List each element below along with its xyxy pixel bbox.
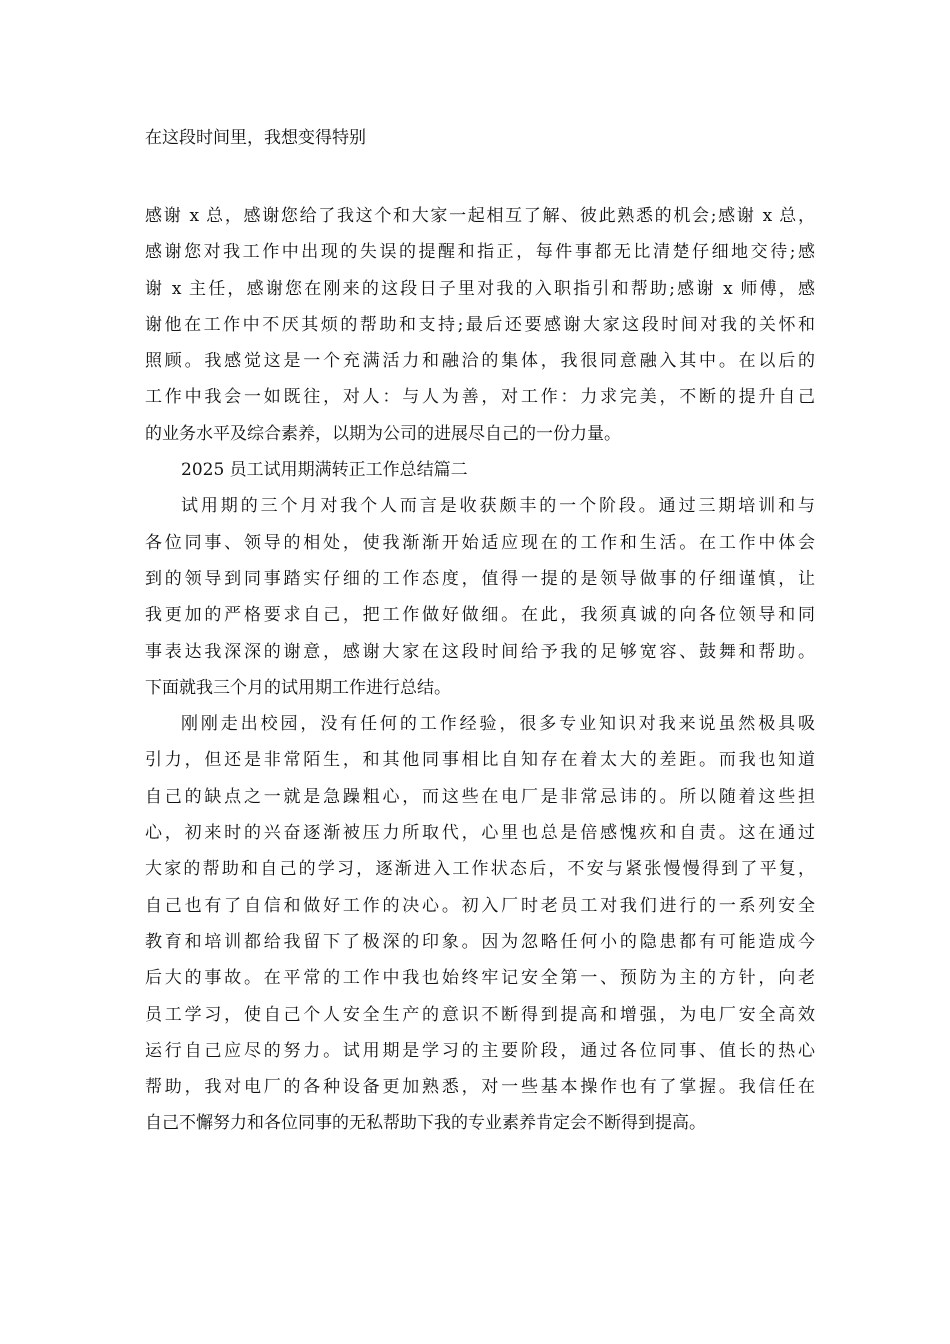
text-line: 后大的事故。在平常的工作中我也始终牢记安全第一、预防为主的方针，向老 (145, 968, 815, 989)
text-line: 刚刚走出校园，没有任何的工作经验，很多专业知识对我来说虽然极具吸 (181, 714, 815, 735)
text-line: 的业务水平及综合素养，以期为公司的进展尽自己的一份力量。 (145, 423, 621, 444)
text-line: 大家的帮助和自己的学习，逐渐进入工作状态后，不安与紧张慢慢得到了平复， (145, 859, 815, 880)
text-line: 事表达我深深的谢意，感谢大家在这段时间给予我的足够宽容、鼓舞和帮助。 (145, 641, 815, 662)
text-line: 感谢 x 总，感谢您给了我这个和大家一起相互了解、彼此熟悉的机会;感谢 x 总， (145, 206, 815, 226)
section-heading: 2025 员工试用期满转正工作总结篇二 (181, 460, 468, 481)
text-line: 各位同事、领导的相处，使我渐渐开始适应现在的工作和生活。在工作中体会 (145, 532, 815, 553)
text-line: 照顾。我感觉这是一个充满活力和融洽的集体，我很同意融入其中。在以后的 (145, 351, 815, 372)
text-line: 教育和培训都给我留下了极深的印象。因为忽略任何小的隐患都有可能造成今 (145, 931, 815, 952)
text-line: 感谢您对我工作中出现的失误的提醒和指正，每件事都无比清楚仔细地交待;感 (145, 242, 815, 263)
text-line: 谢他在工作中不厌其烦的帮助和支持;最后还要感谢大家这段时间对我的关怀和 (145, 314, 815, 335)
text-line: 工作中我会一如既往，对人：与人为善，对工作：力求完美，不断的提升自己 (145, 387, 815, 408)
page-top-line: 在这段时间里，我想变得特别 (145, 128, 366, 148)
text-line: 自己的缺点之一就是急躁粗心，而这些在电厂是非常忌讳的。所以随着这些担 (145, 786, 815, 807)
text-line: 试用期的三个月对我个人而言是收获颇丰的一个阶段。通过三期培训和与 (181, 496, 815, 517)
text-line: 心，初来时的兴奋逐渐被压力所取代，心里也总是倍感愧疚和自责。这在通过 (145, 823, 815, 844)
text-line: 帮助，我对电厂的各种设备更加熟悉，对一些基本操作也有了掌握。我信任在 (145, 1077, 815, 1098)
body-text (145, 198, 815, 1142)
text-line: 引力，但还是非常陌生，和其他同事相比自知存在着太大的差距。而我也知道 (145, 750, 815, 771)
text-line: 谢 x 主任，感谢您在刚来的这段日子里对我的入职指引和帮助;感谢 x 师傅，感 (145, 278, 815, 299)
text-line: 自己也有了自信和做好工作的决心。初入厂时老员工对我们进行的一系列安全 (145, 895, 815, 916)
text-line: 运行自己应尽的努力。试用期是学习的主要阶段，通过各位同事、值长的热心 (145, 1040, 815, 1061)
text-line: 下面就我三个月的试用期工作进行总结。 (145, 677, 451, 698)
text-line: 自己不懈努力和各位同事的无私帮助下我的专业素养肯定会不断得到提高。 (145, 1113, 706, 1134)
text-line: 我更加的严格要求自己，把工作做好做细。在此，我须真诚的向各位领导和同 (145, 605, 815, 626)
text-line: 员工学习，使自己个人安全生产的意识不断得到提高和增强，为电厂安全高效 (145, 1004, 815, 1025)
text-line: 到的领导到同事踏实仔细的工作态度，值得一提的是领导做事的仔细谨慎，让 (145, 568, 815, 589)
